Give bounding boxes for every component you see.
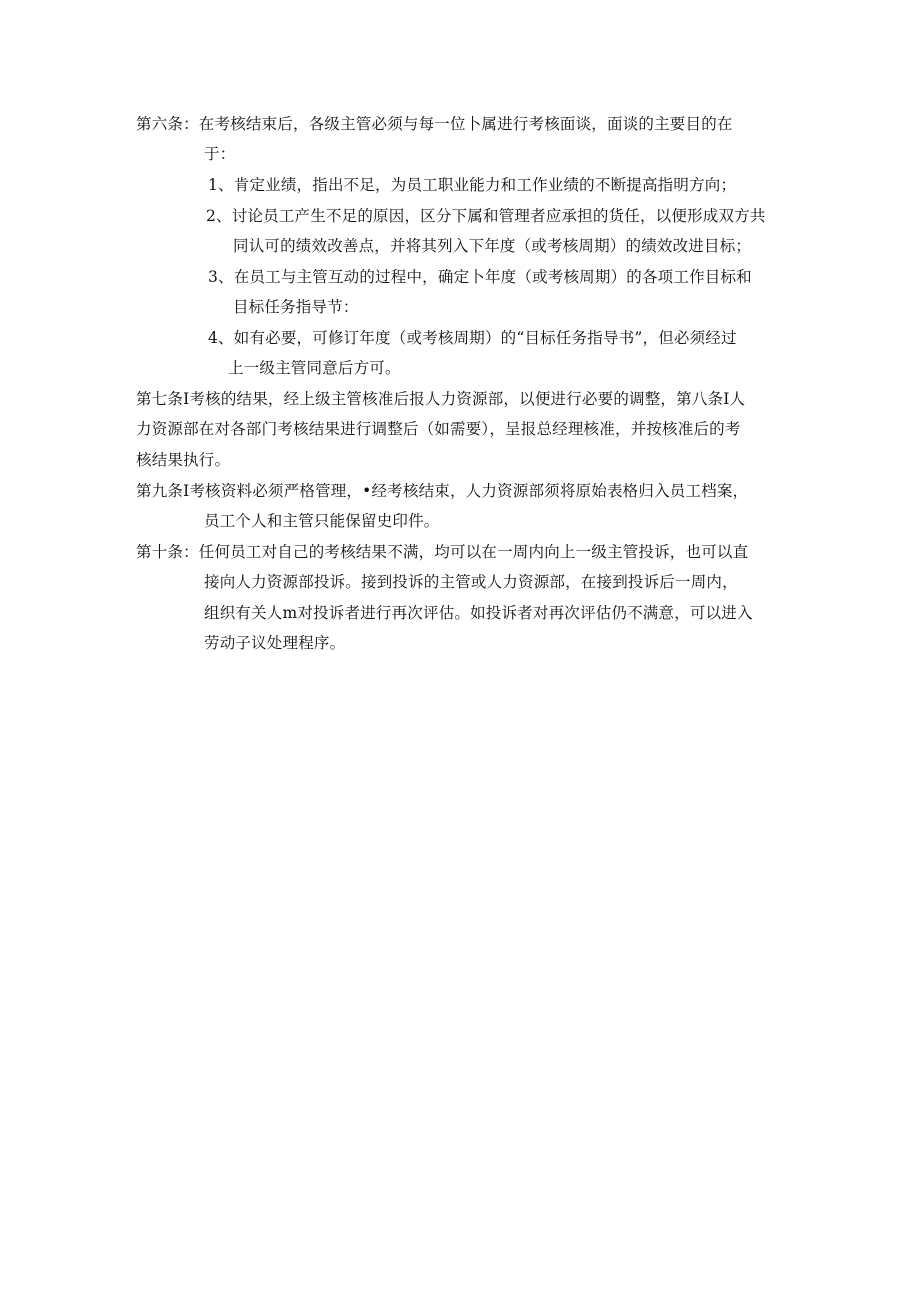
article6-item3-line1: 3、在员工与主管互动的过程中，确定卜年度（或考核周期）的各项工作目标和 [208, 268, 752, 286]
article6-item3-line2: 目标任务指导节： [233, 298, 359, 316]
article10-line1: 第十条：任何员工对自己的考核结果不满，均可以在一周内向上一级主管投诉，也可以直 [136, 543, 749, 561]
article6-line2: 于： [204, 145, 236, 163]
article10-line2: 接向人力资源部投诉。接到投诉的主管或人力资源部，在接到投诉后一周内， [204, 573, 738, 591]
article7-line3: 核结果执行。 [136, 451, 231, 469]
article9-line1: 第九条I考核资料必须严格管理，•经考核结束，人力资源部须将原始表格归入员工档案， [136, 482, 749, 500]
article6-item4-line1: 4、如有必要，可修订年度（或考核周期）的“目标任务指导书”，但必须经过 [208, 329, 737, 347]
article9-line2: 员工个人和主管只能保留史印件。 [204, 512, 440, 530]
article6-line1: 第六条：在考核结束后，各级主管必须与每一位卜属进行考核面谈，面谈的主要目的在 [136, 115, 733, 133]
article7-line2: 力资源部在对各部门考核结果进行调整后（如需要），呈报总经理核准，并按核准后的考 [136, 420, 741, 438]
article6-item2-line2: 同认可的绩效改善点，并将其列入下年度（或考核周期）的绩效改进目标； [233, 237, 752, 255]
article10-line4: 劳动子议处理程序。 [204, 634, 346, 652]
article6-item2-line1: 2、讨论员工产生不足的原因，区分下属和管理者应承担的货任，以便形成双方共 [206, 207, 766, 225]
article6-item4-line2: 上一级主管同意后方可。 [228, 359, 401, 377]
article10-line3: 组织有关人m对投诉者进行再次评估。如投诉者对再次评估仍不满意，可以进入 [204, 604, 753, 622]
article6-item1: 1、肯定业绩，指出不足，为员工职业能力和工作业绩的不断提高指明方向； [208, 176, 737, 194]
article7-line1: 第七条I考核的结果，经上级主管核准后报人力资源部，以便进行必要的调整，第八条I人 [136, 390, 746, 408]
